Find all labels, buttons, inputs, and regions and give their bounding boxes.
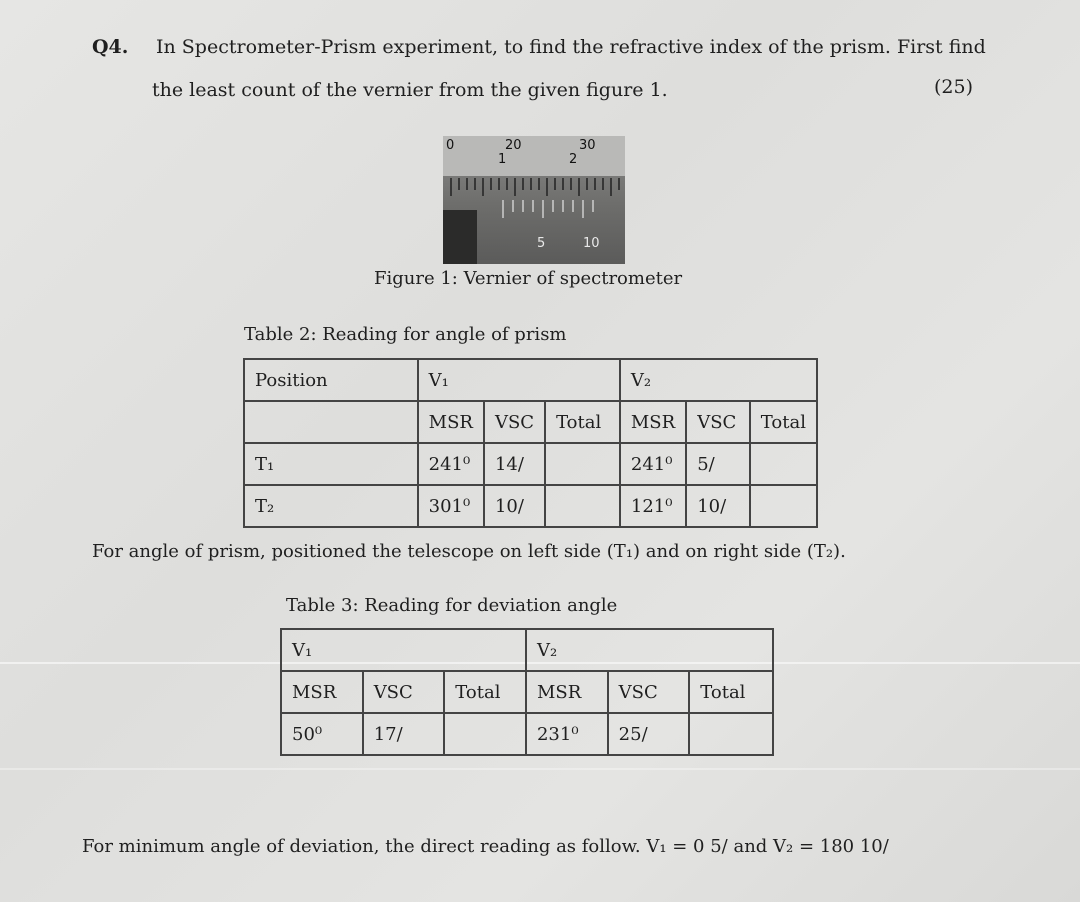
table2 bbox=[243, 358, 818, 528]
table2-cell: 10/ bbox=[484, 485, 545, 527]
table3-subheader: VSC bbox=[608, 671, 690, 713]
small-label-1: 1 bbox=[498, 152, 507, 167]
table3-v2-header: V₂ bbox=[526, 629, 773, 671]
table3-cell bbox=[444, 713, 526, 755]
question-line-2: the least count of the vernier from the given figure 1. bbox=[152, 79, 668, 101]
question-line-1: In Spectrometer-Prism experiment, to find the refractive index of the prism. First find bbox=[156, 36, 986, 58]
table2-row-t2 bbox=[244, 485, 817, 527]
table2-cell: 241⁰ bbox=[620, 443, 686, 485]
table2-subheader-row bbox=[244, 401, 817, 443]
scale-label-0: 0 bbox=[446, 138, 455, 153]
vernier-dark-block bbox=[443, 210, 477, 264]
table2-subheader: Total bbox=[750, 401, 817, 443]
table2-cell: 10/ bbox=[686, 485, 750, 527]
table2-title: Table 2: Reading for angle of prism bbox=[244, 324, 567, 345]
table3-header-row bbox=[281, 629, 773, 671]
table2-header-row bbox=[244, 359, 817, 401]
table2-cell: 241⁰ bbox=[418, 443, 484, 485]
table3 bbox=[280, 628, 774, 756]
table2-row-label: T₁ bbox=[244, 443, 418, 485]
scale-label-30: 30 bbox=[579, 138, 596, 153]
table3-subheader: Total bbox=[689, 671, 773, 713]
table2-subheader: VSC bbox=[484, 401, 545, 443]
question-number: Q4. bbox=[92, 36, 129, 58]
table2-row-t1 bbox=[244, 443, 817, 485]
vernier-figure bbox=[443, 136, 625, 264]
table2-cell: 121⁰ bbox=[620, 485, 686, 527]
table2-subheader: VSC bbox=[686, 401, 750, 443]
table3-cell: 231⁰ bbox=[526, 713, 608, 755]
table3-title: Table 3: Reading for deviation angle bbox=[286, 595, 618, 616]
table3-cell: 50⁰ bbox=[281, 713, 363, 755]
table2-cell bbox=[750, 443, 817, 485]
table2-empty-cell bbox=[244, 401, 418, 443]
angle-note: For angle of prism, positioned the telescope on left side (T₁) and on right side (T₂). bbox=[92, 541, 846, 562]
table3-data-row bbox=[281, 713, 773, 755]
small-label-2: 2 bbox=[569, 152, 578, 167]
table2-cell: 5/ bbox=[686, 443, 750, 485]
table2-v2-header: V₂ bbox=[620, 359, 817, 401]
vernier-label-5: 5 bbox=[537, 236, 546, 251]
table2-position-header: Position bbox=[244, 359, 418, 401]
table2-subheader: MSR bbox=[620, 401, 686, 443]
table3-cell: 17/ bbox=[363, 713, 445, 755]
scale-label-20: 20 bbox=[505, 138, 522, 153]
table2-v1-header: V₁ bbox=[418, 359, 620, 401]
vernier-label-10: 10 bbox=[583, 236, 600, 251]
question-marks: (25) bbox=[934, 76, 974, 98]
table2-cell bbox=[545, 485, 620, 527]
table3-subheader: VSC bbox=[363, 671, 445, 713]
table3-cell bbox=[689, 713, 773, 755]
table3-subheader-row bbox=[281, 671, 773, 713]
table2-subheader: Total bbox=[545, 401, 620, 443]
figure-caption: Figure 1: Vernier of spectrometer bbox=[374, 268, 683, 289]
table3-subheader: Total bbox=[444, 671, 526, 713]
table2-cell bbox=[545, 443, 620, 485]
direct-reading-note: For minimum angle of deviation, the direct reading as follow. V₁ = 0 5/ and V₂ = 180 10/ bbox=[82, 836, 889, 857]
table2-row-label: T₂ bbox=[244, 485, 418, 527]
table2-subheader: MSR bbox=[418, 401, 484, 443]
table2-cell bbox=[750, 485, 817, 527]
table3-v1-header: V₁ bbox=[281, 629, 526, 671]
main-scale-strip bbox=[443, 136, 625, 176]
table3-subheader: MSR bbox=[281, 671, 363, 713]
table3-cell: 25/ bbox=[608, 713, 690, 755]
table2-cell: 301⁰ bbox=[418, 485, 484, 527]
table2-cell: 14/ bbox=[484, 443, 545, 485]
table3-subheader: MSR bbox=[526, 671, 608, 713]
